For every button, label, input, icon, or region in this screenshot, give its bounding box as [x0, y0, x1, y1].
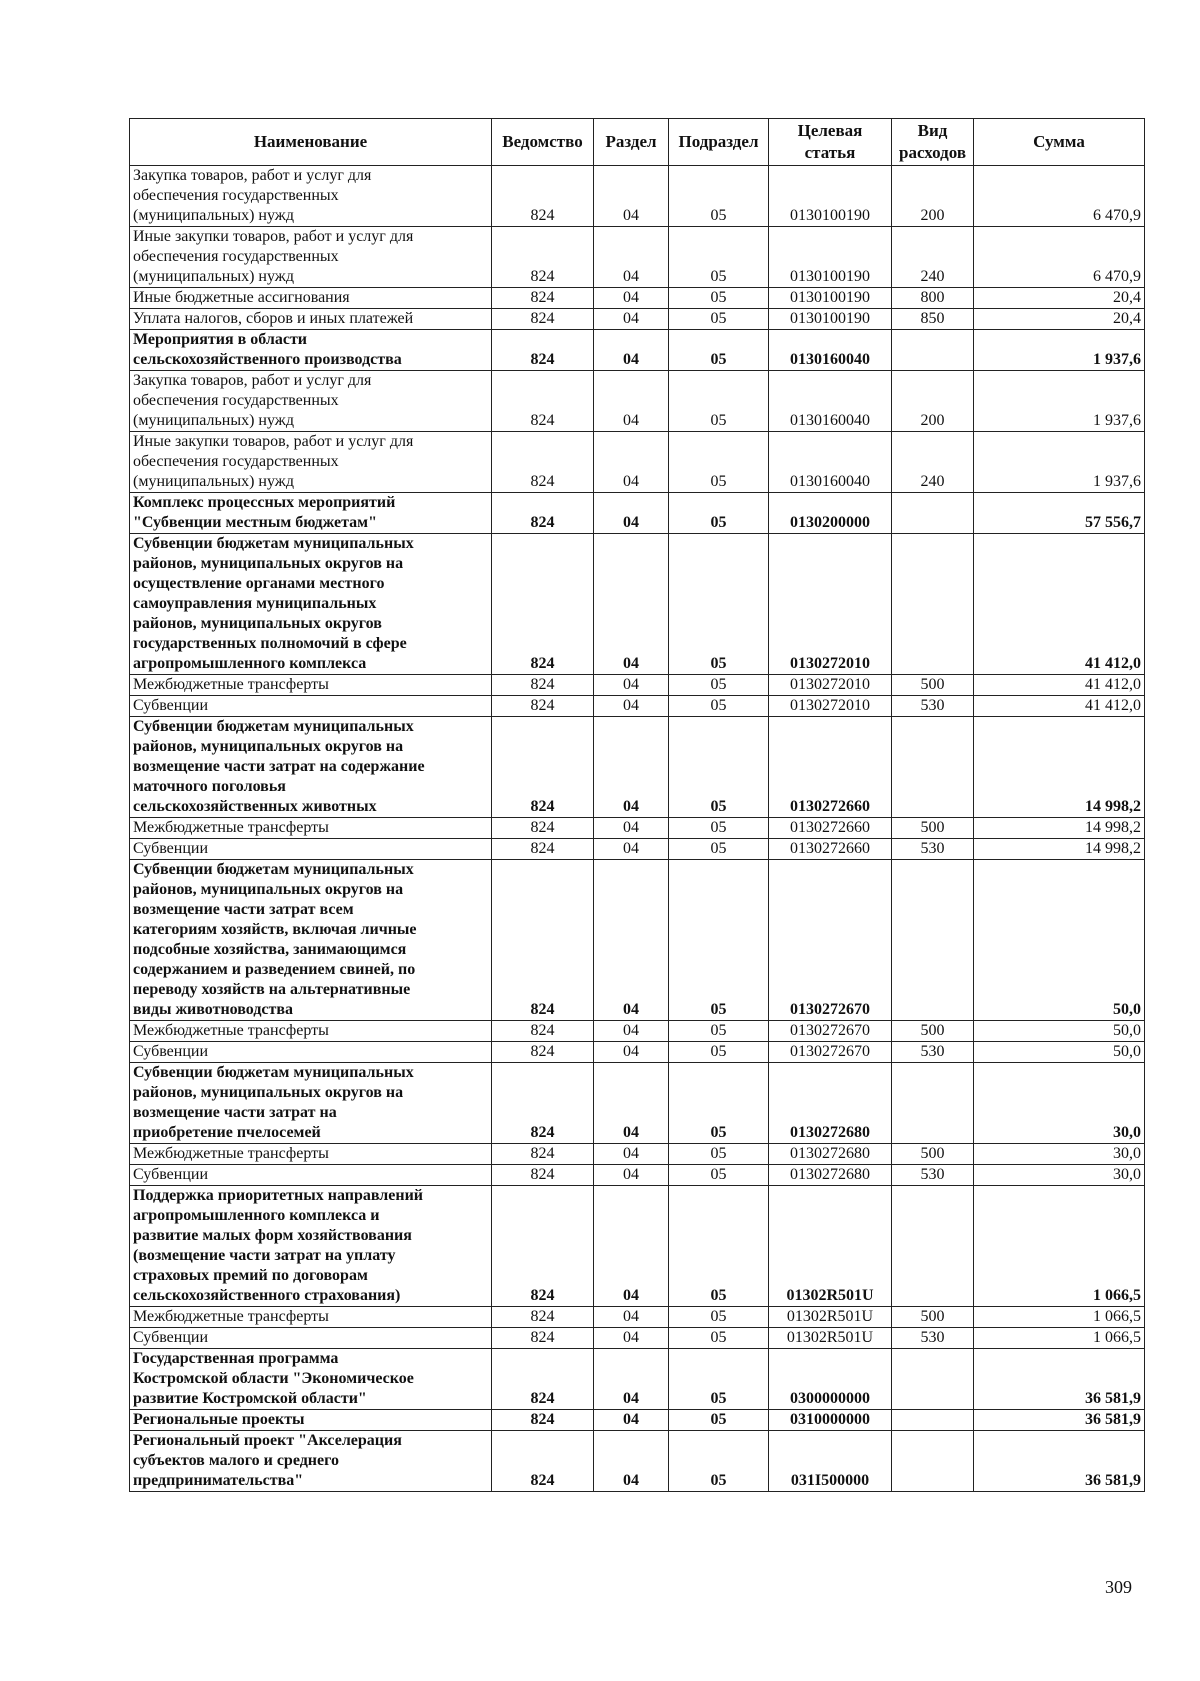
table-body	[130, 166, 1145, 1492]
cell-razdel: 04	[594, 860, 669, 1021]
cell-celevaya-statya: 0300000000	[769, 1349, 892, 1410]
header-name: Наименование	[130, 119, 492, 166]
cell-celevaya-statya: 0130272670	[769, 1042, 892, 1063]
cell-celevaya-statya: 031I500000	[769, 1431, 892, 1492]
cell-summa: 50,0	[974, 1021, 1145, 1042]
cell-celevaya-statya: 0130272670	[769, 860, 892, 1021]
cell-summa: 14 998,2	[974, 717, 1145, 818]
table-row	[130, 1431, 1145, 1492]
cell-celevaya-statya: 0130272010	[769, 534, 892, 675]
cell-name: Иные закупки товаров, работ и услуг для обеспечения государственных (муниципальных) нужд	[130, 227, 492, 288]
cell-name: Иные бюджетные ассигнования	[130, 288, 492, 309]
cell-name: Закупка товаров, работ и услуг для обеспечения государственных (муниципальных) нужд	[130, 166, 492, 227]
cell-celevaya-statya: 0130100190	[769, 166, 892, 227]
cell-vedomstvo: 824	[492, 1063, 594, 1144]
cell-vid-rashodov	[892, 1186, 974, 1307]
cell-celevaya-statya: 0130272660	[769, 839, 892, 860]
cell-podrazdel: 05	[669, 696, 769, 717]
cell-celevaya-statya: 0130272680	[769, 1165, 892, 1186]
cell-vedomstvo: 824	[492, 227, 594, 288]
cell-celevaya-statya: 0130272010	[769, 675, 892, 696]
cell-vedomstvo: 824	[492, 1328, 594, 1349]
cell-razdel: 04	[594, 1431, 669, 1492]
cell-summa: 36 581,9	[974, 1410, 1145, 1431]
cell-celevaya-statya: 0130160040	[769, 432, 892, 493]
cell-celevaya-statya: 0130100190	[769, 288, 892, 309]
header-vedomstvo: Ведомство	[492, 119, 594, 166]
cell-podrazdel: 05	[669, 1144, 769, 1165]
cell-name: Субвенции	[130, 1328, 492, 1349]
cell-summa: 14 998,2	[974, 839, 1145, 860]
cell-summa: 30,0	[974, 1165, 1145, 1186]
cell-celevaya-statya: 0130200000	[769, 493, 892, 534]
cell-podrazdel: 05	[669, 1042, 769, 1063]
cell-summa: 41 412,0	[974, 534, 1145, 675]
table-row	[130, 675, 1145, 696]
cell-summa: 1 066,5	[974, 1307, 1145, 1328]
table-row	[130, 818, 1145, 839]
header-razdel: Раздел	[594, 119, 669, 166]
cell-razdel: 04	[594, 371, 669, 432]
cell-summa: 1 937,6	[974, 330, 1145, 371]
cell-name: Субвенции бюджетам муниципальных районов, муниципальных округов на возмещение части затрат всем категориям хозяйств, включая личные подсобные хозяйства, занимающимся содержанием и разведением свиней, по переводу хозяйств на альтернативные виды животноводства	[130, 860, 492, 1021]
cell-podrazdel: 05	[669, 330, 769, 371]
cell-name: Субвенции бюджетам муниципальных районов, муниципальных округов на возмещение части затрат на содержание маточного поголовья сельскохозяйственных животных	[130, 717, 492, 818]
cell-vid-rashodov	[892, 534, 974, 675]
cell-podrazdel: 05	[669, 432, 769, 493]
cell-vedomstvo: 824	[492, 1410, 594, 1431]
cell-razdel: 04	[594, 675, 669, 696]
cell-vedomstvo: 824	[492, 1307, 594, 1328]
cell-podrazdel: 05	[669, 1410, 769, 1431]
cell-name: Закупка товаров, работ и услуг для обеспечения государственных (муниципальных) нужд	[130, 371, 492, 432]
cell-name: Субвенции	[130, 696, 492, 717]
cell-vid-rashodov: 500	[892, 1144, 974, 1165]
cell-summa: 41 412,0	[974, 696, 1145, 717]
cell-podrazdel: 05	[669, 1431, 769, 1492]
cell-razdel: 04	[594, 1307, 669, 1328]
cell-podrazdel: 05	[669, 1349, 769, 1410]
table-row	[130, 534, 1145, 675]
cell-vedomstvo: 824	[492, 675, 594, 696]
cell-vid-rashodov: 240	[892, 227, 974, 288]
cell-summa: 6 470,9	[974, 166, 1145, 227]
cell-razdel: 04	[594, 1349, 669, 1410]
cell-razdel: 04	[594, 288, 669, 309]
cell-podrazdel: 05	[669, 818, 769, 839]
cell-vid-rashodov: 530	[892, 839, 974, 860]
cell-vedomstvo: 824	[492, 371, 594, 432]
cell-razdel: 04	[594, 1144, 669, 1165]
cell-celevaya-statya: 01302R501U	[769, 1186, 892, 1307]
cell-summa: 20,4	[974, 309, 1145, 330]
table-row	[130, 371, 1145, 432]
cell-vid-rashodov	[892, 860, 974, 1021]
cell-summa: 50,0	[974, 860, 1145, 1021]
cell-podrazdel: 05	[669, 1307, 769, 1328]
cell-podrazdel: 05	[669, 166, 769, 227]
cell-podrazdel: 05	[669, 675, 769, 696]
cell-summa: 1 066,5	[974, 1186, 1145, 1307]
cell-vedomstvo: 824	[492, 330, 594, 371]
cell-vid-rashodov: 200	[892, 371, 974, 432]
cell-podrazdel: 05	[669, 860, 769, 1021]
cell-name: Уплата налогов, сборов и иных платежей	[130, 309, 492, 330]
cell-vid-rashodov	[892, 330, 974, 371]
cell-vedomstvo: 824	[492, 493, 594, 534]
cell-vid-rashodov	[892, 1063, 974, 1144]
table-row	[130, 1165, 1145, 1186]
cell-vid-rashodov: 500	[892, 1307, 974, 1328]
table-row	[130, 432, 1145, 493]
budget-table	[129, 118, 1145, 1492]
cell-podrazdel: 05	[669, 1328, 769, 1349]
cell-vedomstvo: 824	[492, 1042, 594, 1063]
cell-vid-rashodov: 530	[892, 1328, 974, 1349]
table-row	[130, 309, 1145, 330]
cell-razdel: 04	[594, 818, 669, 839]
cell-vedomstvo: 824	[492, 1431, 594, 1492]
cell-podrazdel: 05	[669, 288, 769, 309]
cell-name: Межбюджетные трансферты	[130, 1021, 492, 1042]
cell-razdel: 04	[594, 227, 669, 288]
cell-vedomstvo: 824	[492, 432, 594, 493]
cell-name: Комплекс процессных мероприятий "Субвенции местным бюджетам"	[130, 493, 492, 534]
table-row	[130, 860, 1145, 1021]
cell-vedomstvo: 824	[492, 1165, 594, 1186]
cell-razdel: 04	[594, 1021, 669, 1042]
cell-summa: 50,0	[974, 1042, 1145, 1063]
cell-razdel: 04	[594, 534, 669, 675]
cell-vedomstvo: 824	[492, 860, 594, 1021]
cell-celevaya-statya: 0310000000	[769, 1410, 892, 1431]
cell-name: Межбюджетные трансферты	[130, 1307, 492, 1328]
cell-vid-rashodov: 850	[892, 309, 974, 330]
cell-summa: 36 581,9	[974, 1431, 1145, 1492]
cell-celevaya-statya: 0130100190	[769, 309, 892, 330]
cell-vedomstvo: 824	[492, 1186, 594, 1307]
cell-celevaya-statya: 0130160040	[769, 371, 892, 432]
cell-celevaya-statya: 0130272660	[769, 717, 892, 818]
cell-summa: 57 556,7	[974, 493, 1145, 534]
cell-vid-rashodov: 800	[892, 288, 974, 309]
cell-name: Мероприятия в области сельскохозяйственного производства	[130, 330, 492, 371]
cell-vid-rashodov: 530	[892, 1165, 974, 1186]
cell-razdel: 04	[594, 432, 669, 493]
header-celevaya-statya: Целевая статья	[769, 119, 892, 166]
cell-vedomstvo: 824	[492, 534, 594, 675]
cell-vedomstvo: 824	[492, 1349, 594, 1410]
cell-name: Межбюджетные трансферты	[130, 1144, 492, 1165]
cell-celevaya-statya: 0130272680	[769, 1144, 892, 1165]
cell-name: Региональные проекты	[130, 1410, 492, 1431]
cell-razdel: 04	[594, 1165, 669, 1186]
cell-vedomstvo: 824	[492, 1144, 594, 1165]
table-header-row	[130, 119, 1145, 166]
cell-summa: 36 581,9	[974, 1349, 1145, 1410]
table-row	[130, 1328, 1145, 1349]
cell-podrazdel: 05	[669, 839, 769, 860]
cell-razdel: 04	[594, 1328, 669, 1349]
cell-vedomstvo: 824	[492, 818, 594, 839]
table-row	[130, 1410, 1145, 1431]
cell-name: Государственная программа Костромской области "Экономическое развитие Костромской области"	[130, 1349, 492, 1410]
table-row	[130, 1307, 1145, 1328]
table-row	[130, 839, 1145, 860]
table-row	[130, 1186, 1145, 1307]
cell-razdel: 04	[594, 1042, 669, 1063]
cell-razdel: 04	[594, 493, 669, 534]
cell-name: Межбюджетные трансферты	[130, 675, 492, 696]
table-row	[130, 1021, 1145, 1042]
header-vid-rashodov: Вид расходов	[892, 119, 974, 166]
cell-razdel: 04	[594, 309, 669, 330]
cell-name: Субвенции	[130, 1165, 492, 1186]
cell-name: Поддержка приоритетных направлений агропромышленного комплекса и развитие малых форм хозяйствования (возмещение части затрат на уплату страховых премий по договорам сельскохозяйственного страхования)	[130, 1186, 492, 1307]
cell-celevaya-statya: 0130272660	[769, 818, 892, 839]
cell-celevaya-statya: 01302R501U	[769, 1328, 892, 1349]
cell-vid-rashodov	[892, 1410, 974, 1431]
cell-podrazdel: 05	[669, 717, 769, 818]
cell-summa: 30,0	[974, 1063, 1145, 1144]
cell-razdel: 04	[594, 330, 669, 371]
cell-vid-rashodov: 500	[892, 675, 974, 696]
cell-vedomstvo: 824	[492, 839, 594, 860]
cell-vid-rashodov	[892, 1349, 974, 1410]
cell-podrazdel: 05	[669, 309, 769, 330]
cell-vid-rashodov: 500	[892, 1021, 974, 1042]
cell-celevaya-statya: 0130100190	[769, 227, 892, 288]
cell-vid-rashodov: 200	[892, 166, 974, 227]
table-row	[130, 288, 1145, 309]
cell-name: Иные закупки товаров, работ и услуг для обеспечения государственных (муниципальных) нужд	[130, 432, 492, 493]
table-row	[130, 330, 1145, 371]
table-row	[130, 1042, 1145, 1063]
cell-razdel: 04	[594, 166, 669, 227]
table-row	[130, 717, 1145, 818]
cell-summa: 1 937,6	[974, 432, 1145, 493]
table-row	[130, 166, 1145, 227]
cell-summa: 20,4	[974, 288, 1145, 309]
cell-vedomstvo: 824	[492, 1021, 594, 1042]
cell-vid-rashodov: 530	[892, 696, 974, 717]
cell-podrazdel: 05	[669, 1165, 769, 1186]
cell-podrazdel: 05	[669, 1186, 769, 1307]
cell-summa: 30,0	[974, 1144, 1145, 1165]
cell-celevaya-statya: 0130272010	[769, 696, 892, 717]
cell-razdel: 04	[594, 717, 669, 818]
cell-summa: 14 998,2	[974, 818, 1145, 839]
cell-razdel: 04	[594, 1063, 669, 1144]
table-row	[130, 227, 1145, 288]
cell-razdel: 04	[594, 696, 669, 717]
table-row	[130, 1349, 1145, 1410]
cell-celevaya-statya: 0130160040	[769, 330, 892, 371]
table-row	[130, 1144, 1145, 1165]
cell-celevaya-statya: 0130272670	[769, 1021, 892, 1042]
cell-vid-rashodov: 530	[892, 1042, 974, 1063]
cell-name: Субвенции бюджетам муниципальных районов, муниципальных округов на осуществление органами местного самоуправления муниципальных районов, муниципальных округов государственных полномочий в сфере агропромышленного комплекса	[130, 534, 492, 675]
table-row	[130, 1063, 1145, 1144]
cell-vid-rashodov: 240	[892, 432, 974, 493]
cell-razdel: 04	[594, 1186, 669, 1307]
cell-podrazdel: 05	[669, 493, 769, 534]
cell-podrazdel: 05	[669, 227, 769, 288]
cell-name: Субвенции бюджетам муниципальных районов, муниципальных округов на возмещение части затрат на приобретение пчелосемей	[130, 1063, 492, 1144]
cell-vid-rashodov: 500	[892, 818, 974, 839]
table-row	[130, 696, 1145, 717]
cell-name: Субвенции	[130, 1042, 492, 1063]
header-podrazdel: Подраздел	[669, 119, 769, 166]
cell-podrazdel: 05	[669, 371, 769, 432]
cell-vedomstvo: 824	[492, 717, 594, 818]
cell-vid-rashodov	[892, 1431, 974, 1492]
cell-vedomstvo: 824	[492, 309, 594, 330]
cell-vedomstvo: 824	[492, 696, 594, 717]
table-row	[130, 493, 1145, 534]
cell-celevaya-statya: 01302R501U	[769, 1307, 892, 1328]
cell-vedomstvo: 824	[492, 166, 594, 227]
cell-name: Региональный проект "Акселерация субъектов малого и среднего предпринимательства"	[130, 1431, 492, 1492]
cell-vid-rashodov	[892, 493, 974, 534]
page-number: 309	[1105, 1577, 1132, 1597]
cell-summa: 6 470,9	[974, 227, 1145, 288]
cell-name: Межбюджетные трансферты	[130, 818, 492, 839]
cell-razdel: 04	[594, 839, 669, 860]
cell-vedomstvo: 824	[492, 288, 594, 309]
cell-vid-rashodov	[892, 717, 974, 818]
cell-podrazdel: 05	[669, 534, 769, 675]
cell-podrazdel: 05	[669, 1021, 769, 1042]
cell-podrazdel: 05	[669, 1063, 769, 1144]
cell-celevaya-statya: 0130272680	[769, 1063, 892, 1144]
cell-summa: 1 937,6	[974, 371, 1145, 432]
cell-summa: 41 412,0	[974, 675, 1145, 696]
cell-razdel: 04	[594, 1410, 669, 1431]
cell-summa: 1 066,5	[974, 1328, 1145, 1349]
header-summa: Сумма	[974, 119, 1145, 166]
cell-name: Субвенции	[130, 839, 492, 860]
